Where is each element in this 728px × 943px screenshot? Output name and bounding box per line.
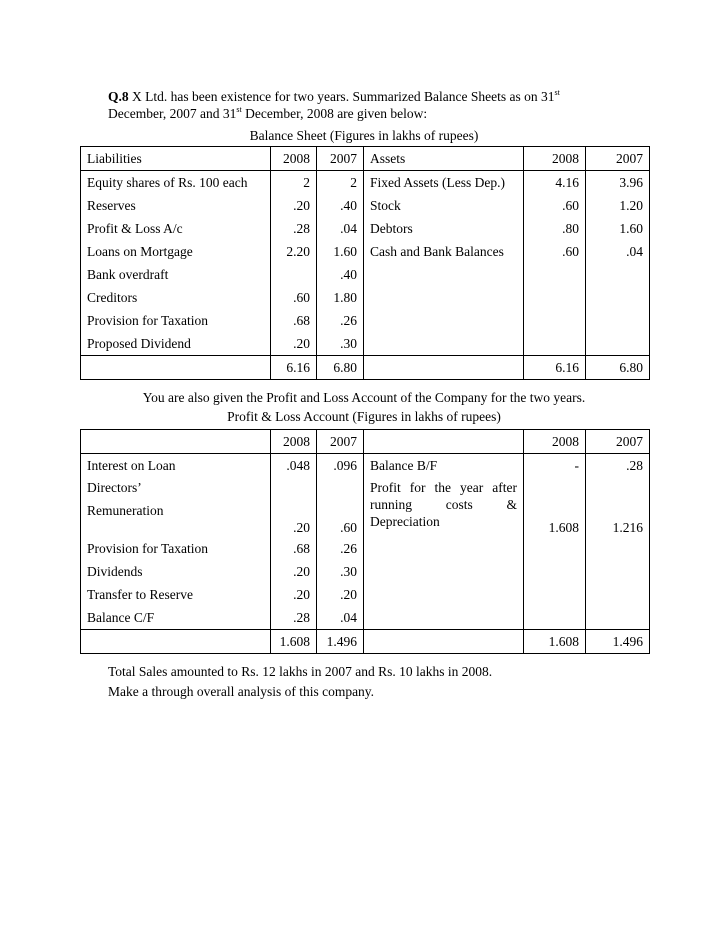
table-cell: [586, 332, 650, 356]
total-cell: 6.80: [586, 356, 650, 380]
table-cell: .04: [317, 217, 364, 240]
table-cell: Profit & Loss A/c: [81, 217, 271, 240]
word: Profit: [370, 480, 401, 495]
question-line1-text: X Ltd. has been existence for two years. Summarized Balance Sheets as on 31: [132, 89, 555, 104]
table-cell: 4.16: [524, 171, 586, 195]
table-cell: [81, 477, 271, 537]
table-cell: 2: [317, 171, 364, 195]
table-cell: Fixed Assets (Less Dep.): [364, 171, 524, 195]
header-cell: [364, 430, 524, 454]
pl-account-caption: Profit & Loss Account (Figures in lakhs of rupees): [227, 409, 501, 424]
table-cell: [586, 263, 650, 286]
table-cell: .40: [317, 263, 364, 286]
total-row: [81, 630, 650, 654]
table-cell: Bank overdraft: [81, 263, 271, 286]
header-cell: 2008: [271, 147, 317, 171]
table-cell: Cash and Bank Balances: [364, 240, 524, 263]
table-cell: [586, 309, 650, 332]
table-row: [81, 309, 650, 332]
table-cell: .60: [524, 194, 586, 217]
table-cell: .20: [271, 560, 317, 583]
table-cell: [364, 309, 524, 332]
table-cell: [586, 537, 650, 560]
table-cell: .20: [271, 477, 317, 537]
table-row: [81, 171, 650, 195]
table-header-row: [81, 430, 650, 454]
superscript: st: [554, 88, 560, 97]
header-cell: [81, 430, 271, 454]
table-cell: [364, 332, 524, 356]
table-cell: .28: [586, 454, 650, 478]
table-row: [81, 286, 650, 309]
total-cell: 1.496: [586, 630, 650, 654]
profit-line-2: [370, 496, 517, 513]
header-cell: Liabilities: [81, 147, 271, 171]
table-cell: [364, 560, 524, 583]
table-cell: .26: [317, 309, 364, 332]
header-cell: Assets: [364, 147, 524, 171]
table-cell: [524, 286, 586, 309]
word: the: [434, 480, 452, 495]
word: year: [460, 480, 484, 495]
table-cell: 1.216: [586, 477, 650, 537]
word: after: [492, 480, 517, 495]
table-cell: [586, 583, 650, 606]
table-cell: .60: [271, 286, 317, 309]
table-row: [81, 332, 650, 356]
table-row: [81, 263, 650, 286]
word: for: [409, 480, 426, 495]
table-cell: 3.96: [586, 171, 650, 195]
table-cell: [364, 606, 524, 630]
table-cell: Transfer to Reserve: [81, 583, 271, 606]
table-row: [81, 217, 650, 240]
table-row: [81, 560, 650, 583]
table-cell: 2: [271, 171, 317, 195]
header-cell: 2008: [271, 430, 317, 454]
balance-sheet-table: [80, 146, 650, 380]
superscript: st: [236, 105, 242, 114]
question-line2-a: December, 2007 and 31: [108, 106, 237, 121]
table-cell: [364, 630, 524, 654]
task-note: Make a through overall analysis of this company.: [108, 684, 375, 699]
table-cell: Interest on Loan: [81, 454, 271, 478]
header-cell: 2007: [586, 430, 650, 454]
table-cell: [271, 263, 317, 286]
table-cell: Provision for Taxation: [81, 309, 271, 332]
profit-line-1: [370, 479, 517, 496]
table-row: [81, 537, 650, 560]
table-cell: .20: [271, 194, 317, 217]
table-cell: 1.60: [586, 217, 650, 240]
table-cell: [81, 356, 271, 380]
table-cell: .68: [271, 309, 317, 332]
table-cell: .30: [317, 560, 364, 583]
table-cell: 1.80: [317, 286, 364, 309]
table-cell: .68: [271, 537, 317, 560]
table-cell: .048: [271, 454, 317, 478]
table-cell: Stock: [364, 194, 524, 217]
table-cell: [364, 477, 524, 537]
table-cell: [364, 286, 524, 309]
table-cell: [524, 560, 586, 583]
directors-label-1: Directors’: [87, 480, 142, 495]
table-row: [81, 583, 650, 606]
table-cell: [81, 630, 271, 654]
table-cell: [524, 583, 586, 606]
table-cell: .28: [271, 217, 317, 240]
directors-label-2: Remuneration: [87, 503, 164, 518]
table-cell: Loans on Mortgage: [81, 240, 271, 263]
table-cell: [524, 332, 586, 356]
table-cell: .60: [524, 240, 586, 263]
header-cell: 2008: [524, 147, 586, 171]
table-cell: 1.60: [317, 240, 364, 263]
total-cell: 6.16: [271, 356, 317, 380]
table-cell: .20: [317, 583, 364, 606]
question-line-1: [108, 88, 648, 105]
table-row: [81, 194, 650, 217]
table-row: [81, 477, 650, 537]
table-cell: [524, 537, 586, 560]
word: &: [506, 497, 517, 512]
table-cell: [364, 263, 524, 286]
table-cell: .04: [317, 606, 364, 630]
table-cell: .096: [317, 454, 364, 478]
total-cell: 1.608: [524, 630, 586, 654]
header-cell: 2007: [317, 147, 364, 171]
table-cell: .30: [317, 332, 364, 356]
table-cell: .80: [524, 217, 586, 240]
question-line-2: [108, 105, 648, 122]
table-cell: .28: [271, 606, 317, 630]
table-cell: [586, 286, 650, 309]
table-cell: .20: [271, 583, 317, 606]
table-cell: -: [524, 454, 586, 478]
table-cell: [586, 560, 650, 583]
table-cell: 2.20: [271, 240, 317, 263]
table-cell: 1.20: [586, 194, 650, 217]
table-cell: [364, 537, 524, 560]
table-cell: Balance C/F: [81, 606, 271, 630]
sales-note: Total Sales amounted to Rs. 12 lakhs in 2007 and Rs. 10 lakhs in 2008.: [108, 664, 493, 679]
header-cell: 2007: [317, 430, 364, 454]
table-row: [81, 454, 650, 478]
word: costs: [445, 497, 473, 512]
table-cell: .60: [317, 477, 364, 537]
header-cell: 2007: [586, 147, 650, 171]
balance-sheet-caption: Balance Sheet (Figures in lakhs of rupees): [249, 128, 479, 143]
table-cell: [364, 356, 524, 380]
pl-account-table: [80, 429, 650, 654]
table-row: [81, 240, 650, 263]
table-cell: Equity shares of Rs. 100 each: [81, 171, 271, 195]
total-row: [81, 356, 650, 380]
table-cell: .20: [271, 332, 317, 356]
table-cell: [524, 263, 586, 286]
total-cell: 6.16: [524, 356, 586, 380]
question-line2-b: December, 2008 are given below:: [245, 106, 428, 121]
table-cell: .26: [317, 537, 364, 560]
question-number: Q.8: [108, 89, 129, 104]
table-cell: [586, 606, 650, 630]
table-cell: Dividends: [81, 560, 271, 583]
total-cell: 1.496: [317, 630, 364, 654]
table-cell: Proposed Dividend: [81, 332, 271, 356]
total-cell: 1.608: [271, 630, 317, 654]
table-cell: Reserves: [81, 194, 271, 217]
question-text: [108, 88, 648, 122]
table-cell: Debtors: [364, 217, 524, 240]
table-cell: Creditors: [81, 286, 271, 309]
table-header-row: [81, 147, 650, 171]
table-cell: .40: [317, 194, 364, 217]
word: running: [370, 497, 412, 512]
pl-intro-text: You are also given the Profit and Loss Account of the Company for the two years.: [142, 390, 586, 405]
table-cell: .04: [586, 240, 650, 263]
profit-line-3: Depreciation: [370, 514, 440, 529]
table-cell: Balance B/F: [364, 454, 524, 478]
header-cell: 2008: [524, 430, 586, 454]
table-cell: Provision for Taxation: [81, 537, 271, 560]
table-cell: [524, 309, 586, 332]
table-cell: [524, 606, 586, 630]
total-cell: 6.80: [317, 356, 364, 380]
table-cell: [364, 583, 524, 606]
table-cell: 1.608: [524, 477, 586, 537]
table-row: [81, 606, 650, 630]
